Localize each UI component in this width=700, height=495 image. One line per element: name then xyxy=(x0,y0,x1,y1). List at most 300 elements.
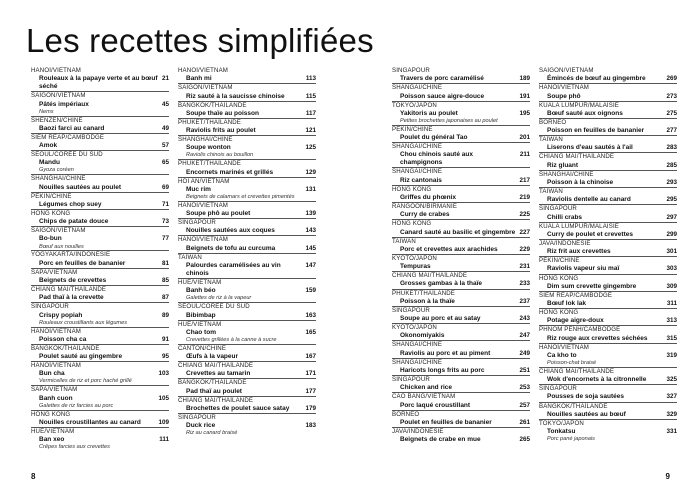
recipe-page-number: 143 xyxy=(305,227,316,235)
recipe-page-number: 131 xyxy=(305,185,316,193)
recipe-entry xyxy=(392,375,530,392)
recipe-name: Poisson sauce aigre-douce xyxy=(400,92,485,100)
recipe-line xyxy=(539,110,677,118)
recipe-name: Raviolis dentelle au canard xyxy=(547,196,631,204)
recipe-page-number: 201 xyxy=(519,134,530,141)
recipe-subtitle: Petites brochettes japonaises au poulet xyxy=(400,117,498,124)
recipe-name: Encornets marinés et grillés xyxy=(186,168,274,176)
recipe-line xyxy=(392,110,530,118)
recipe-location: BANGKOK/THAÏLANDE xyxy=(178,378,316,387)
recipe-entry xyxy=(539,118,677,135)
recipe-name: Pousses de soja sautées xyxy=(547,393,624,401)
recipe-subtitle: Riz au canard braisé xyxy=(186,430,238,437)
recipe-name: Grosses gambas à la thaïe xyxy=(400,280,483,288)
recipe-location: HANOÏ/VIETNAM xyxy=(178,235,316,244)
recipe-location: SHANGHAI/CHINE xyxy=(539,170,677,179)
recipe-entry xyxy=(31,174,169,191)
recipe-name: Duck rice xyxy=(186,422,216,430)
recipe-subtitle: Crevettes grillées à la canne à sucre xyxy=(186,336,277,343)
recipe-entry xyxy=(392,306,530,323)
recipe-entry xyxy=(178,83,316,100)
recipe-entry xyxy=(392,67,530,83)
recipe-location: SAÏGON/VIETNAM xyxy=(31,226,169,235)
recipe-page-number: 177 xyxy=(305,387,316,395)
recipe-page-number: 225 xyxy=(519,211,530,219)
recipe-location: SAÏGON/VIETNAM xyxy=(178,83,316,92)
recipe-line xyxy=(392,151,530,167)
page-number-right: 9 xyxy=(665,472,670,481)
recipe-name: Banh cuon xyxy=(39,394,73,402)
page-title: Les recettes simplifiées xyxy=(26,22,374,59)
recipe-location: HOI AN/VIETNAM xyxy=(178,177,316,186)
recipe-page-number: 233 xyxy=(519,280,530,288)
recipe-location: JAVA/INDONÉSIE xyxy=(539,239,677,248)
recipe-line xyxy=(178,110,316,118)
recipe-entry xyxy=(31,427,169,451)
recipe-location: YOGYAKARTA/INDONÉSIE xyxy=(31,250,169,259)
recipe-line xyxy=(31,218,169,226)
recipe-entry xyxy=(31,268,169,285)
recipe-line xyxy=(31,260,169,268)
recipe-name: Pad thaï au poulet xyxy=(186,387,242,395)
recipe-page-number: 301 xyxy=(666,248,677,256)
recipe-location: CANTON/CHINE xyxy=(178,344,316,353)
recipe-line xyxy=(178,169,316,177)
recipe-location: HONG KONG xyxy=(31,209,169,218)
recipe-name: Chou chinois sauté aux champignons xyxy=(400,151,473,167)
recipe-name: Soupe phô xyxy=(547,92,581,100)
recipe-name: Légumes chop suey xyxy=(39,200,102,208)
recipe-page-number: 249 xyxy=(519,349,530,357)
recipe-name: Ca kho to xyxy=(547,351,577,359)
recipe-page-number: 73 xyxy=(161,218,169,226)
recipe-line xyxy=(31,294,169,302)
recipe-entry xyxy=(539,135,677,152)
recipe-entry xyxy=(392,167,530,184)
recipe-line xyxy=(539,93,677,101)
recipe-location: BORNEO xyxy=(539,118,677,127)
recipe-page-number: 87 xyxy=(161,294,169,302)
recipe-entry xyxy=(31,302,169,326)
recipe-line xyxy=(539,393,677,401)
recipe-entry xyxy=(539,291,677,308)
recipe-entry xyxy=(539,187,677,204)
recipe-name: Potage aigre-doux xyxy=(547,317,604,325)
recipe-entry xyxy=(392,125,530,142)
recipe-entry xyxy=(392,392,530,409)
recipe-subtitle: Rouleaux croustillants aux légumes xyxy=(39,319,127,326)
recipe-line xyxy=(31,125,169,133)
recipe-line xyxy=(31,277,169,285)
recipe-entry xyxy=(539,367,677,384)
recipe-page-number: 117 xyxy=(305,109,316,117)
recipe-name: Haricots longs frits au porc xyxy=(400,366,485,374)
recipe-entry xyxy=(31,344,169,361)
recipe-page-number: 269 xyxy=(666,75,677,83)
recipe-name: Crevettes au tamarin xyxy=(186,370,251,378)
recipe-page-number: 91 xyxy=(161,335,169,343)
recipe-entry xyxy=(31,133,169,150)
recipe-name: Riz sauté à la saucisse chinoise xyxy=(186,92,285,100)
recipe-line xyxy=(178,245,316,253)
recipe-line xyxy=(392,229,530,237)
recipe-entry xyxy=(178,135,316,159)
recipe-entry xyxy=(178,320,316,344)
recipe-subtitle: Beignets de calamars et crevettes pimentés xyxy=(186,193,295,200)
recipe-entry xyxy=(392,410,530,427)
recipe-name: Riz gluant xyxy=(547,161,579,169)
recipe-column-2 xyxy=(178,67,316,437)
recipe-name: Banh béo xyxy=(186,287,216,295)
recipe-entry xyxy=(539,101,677,118)
recipe-location: TAÏWAN xyxy=(178,253,316,262)
recipe-entry xyxy=(539,239,677,256)
recipe-location: HANOÏ/VIETNAM xyxy=(178,67,229,74)
recipe-line xyxy=(392,350,530,358)
recipe-line xyxy=(539,196,677,204)
recipe-name: Beignets de crevettes xyxy=(39,276,107,284)
recipe-line xyxy=(178,93,316,101)
recipe-name: Tonkatsu xyxy=(547,428,576,436)
recipe-page-number: 313 xyxy=(666,317,677,325)
recipe-page-number: 295 xyxy=(666,196,677,204)
recipe-name: Baozi farci au canard xyxy=(39,124,105,132)
recipe-location: SIEM REAP/CAMBODGE xyxy=(539,291,677,300)
recipe-name: Bœuf sauté aux oignons xyxy=(547,109,623,117)
recipe-location: SHANGAI/CHINE xyxy=(392,167,530,176)
recipe-line xyxy=(178,353,316,361)
recipe-line xyxy=(539,283,677,291)
recipe-page-number: 125 xyxy=(305,144,316,152)
recipe-location: HONG KONG xyxy=(539,274,677,283)
recipe-entry xyxy=(178,67,316,83)
recipe-name: Ban xeo xyxy=(39,436,65,444)
recipe-location: HONG KONG xyxy=(539,308,677,317)
recipe-location: BANGKOK/THAÏLANDE xyxy=(539,402,677,411)
recipe-line xyxy=(539,265,677,273)
recipe-name: Riz cantonais xyxy=(400,176,442,184)
recipe-entry xyxy=(539,419,677,443)
recipe-entry xyxy=(178,396,316,413)
recipe-location: KUALA LUMPUR/MALAISIE xyxy=(539,222,677,231)
recipe-location: BANGKOK/THAÏLANDE xyxy=(178,101,316,110)
recipe-entry xyxy=(392,254,530,271)
recipe-location: KYOTO/JAPON xyxy=(392,323,530,332)
recipe-name: Poisson à la thaïe xyxy=(400,297,455,305)
recipe-name: Mandu xyxy=(39,159,60,167)
recipe-line xyxy=(392,367,530,375)
recipe-name: Poisson cha ca xyxy=(39,335,87,343)
recipe-line xyxy=(539,162,677,170)
recipe-page-number: 247 xyxy=(519,332,530,340)
recipe-name: Travers de porc caramélisé xyxy=(400,75,484,83)
recipe-page-number: 77 xyxy=(161,235,169,243)
recipe-line xyxy=(178,329,316,337)
recipe-name: Soupe au porc et au satay xyxy=(400,315,481,323)
recipe-entry xyxy=(392,219,530,236)
recipe-page-number: 95 xyxy=(161,353,169,361)
recipe-line xyxy=(31,436,169,444)
recipe-page-number: 211 xyxy=(519,151,530,159)
recipe-subtitle: Bœuf aux nouilles xyxy=(39,243,84,250)
recipe-name: Soupe thaïe au poisson xyxy=(186,109,259,117)
recipe-page-number: 191 xyxy=(519,92,530,100)
recipe-line xyxy=(31,235,169,243)
recipe-line xyxy=(392,298,530,306)
recipe-line xyxy=(392,332,530,340)
recipe-entry xyxy=(539,308,677,325)
recipe-line xyxy=(539,75,677,83)
recipe-page-number: 217 xyxy=(519,176,530,184)
recipe-line xyxy=(539,317,677,325)
recipe-location: SÉOUL/CORÉE DU SUD xyxy=(31,150,169,159)
recipe-page-number: 275 xyxy=(666,109,677,117)
recipe-name: Curry de poulet et crevettes xyxy=(547,230,633,238)
recipe-page-number: 69 xyxy=(161,183,169,191)
recipe-entry xyxy=(31,116,169,133)
recipe-subtitle: Crêpes farcies aux crevettes xyxy=(39,444,110,451)
recipe-name: Poisson en feuilles de bananier xyxy=(547,127,645,135)
recipe-name: Crispy popiah xyxy=(39,311,83,319)
recipe-name: Brochettes de poulet sauce satay xyxy=(186,404,290,412)
recipe-name: Riz frit aux crevettes xyxy=(547,248,611,256)
recipe-line xyxy=(392,194,530,202)
recipe-entry xyxy=(539,256,677,273)
recipe-location: JAVA/INDONÉSIE xyxy=(392,427,530,436)
recipe-location: SÉOUL/CORÉE DU SUD xyxy=(178,302,316,311)
recipe-location: SINGAPOUR xyxy=(539,204,677,213)
recipe-name: Griffes du phœnix xyxy=(400,193,456,201)
recipe-location: PÉKIN/CHINE xyxy=(31,192,169,201)
recipe-location: HUÉ/VIETNAM xyxy=(178,320,316,329)
recipe-name: Porc et crevettes aux arachides xyxy=(400,245,498,253)
recipe-location: TAÏWAN xyxy=(539,187,677,196)
recipe-name: Muc rim xyxy=(186,185,211,193)
recipe-location: SINGAPOUR xyxy=(392,306,530,315)
recipe-line xyxy=(178,388,316,396)
recipe-entry xyxy=(178,101,316,118)
recipe-name: Yakitoris au poulet xyxy=(400,109,458,117)
recipe-subtitle: Galettes de riz farcies au porc xyxy=(39,402,114,409)
recipe-line xyxy=(178,127,316,135)
recipe-name: Curry de crabes xyxy=(400,211,450,219)
recipe-entry xyxy=(392,142,530,167)
recipe-location: SAPA/VIETNAM xyxy=(31,385,169,394)
recipe-page-number: 57 xyxy=(161,142,169,150)
recipe-entry xyxy=(178,278,316,302)
recipe-page-number: 257 xyxy=(519,401,530,409)
recipe-entry xyxy=(539,274,677,291)
recipe-entry xyxy=(539,402,677,419)
recipe-location: HANOÏ/VIETNAM xyxy=(178,201,316,210)
recipe-page-number: 237 xyxy=(519,297,530,305)
recipe-location: SHANGAI/CHINE xyxy=(392,340,530,349)
recipe-line xyxy=(539,411,677,419)
recipe-entry xyxy=(539,152,677,169)
recipe-entry xyxy=(392,101,530,125)
recipe-location: CHIANG MAI/THAÏLANDE xyxy=(31,285,169,294)
recipe-name: Raviolis frits au poulet xyxy=(186,127,256,135)
recipe-subtitle: Raviolis chinois au bouillon xyxy=(186,152,254,159)
recipe-line xyxy=(178,370,316,378)
recipe-location: HONG KONG xyxy=(392,219,530,228)
recipe-name: Bun cha xyxy=(39,370,65,378)
recipe-entry xyxy=(539,83,677,100)
recipe-column-3 xyxy=(392,67,530,444)
recipe-name: Nouilles croustillantes au canard xyxy=(39,418,141,426)
recipe-page-number: 147 xyxy=(305,261,316,269)
recipe-name: Nouilles sautées aux coques xyxy=(186,227,275,235)
recipe-entry xyxy=(178,378,316,395)
recipe-entry xyxy=(392,358,530,375)
recipe-location: HUÉ/VIETNAM xyxy=(178,278,316,287)
recipe-page-number: 273 xyxy=(666,92,677,100)
page-number-left: 8 xyxy=(31,472,36,481)
recipe-entry xyxy=(31,285,169,302)
recipe-name: Rouleaux à la papaye verte et au bœuf séché xyxy=(39,75,158,91)
recipe-location: SINGAPOUR xyxy=(178,218,316,227)
recipe-name: Beignets de tofu au curcuma xyxy=(186,244,276,252)
recipe-line xyxy=(392,211,530,219)
recipe-line xyxy=(178,75,316,83)
recipe-location: HUÉ/VIETNAM xyxy=(31,427,169,436)
recipe-page-number: 85 xyxy=(161,276,169,284)
recipe-location: SINGAPOUR xyxy=(178,413,316,422)
recipe-location: HANOÏ/VIETNAM xyxy=(539,343,677,352)
recipe-line xyxy=(178,186,316,194)
recipe-line xyxy=(178,227,316,235)
recipe-name: Bœuf lok lak xyxy=(547,300,587,308)
recipe-line xyxy=(178,422,316,430)
recipe-entry xyxy=(178,253,316,278)
recipe-line xyxy=(392,402,530,410)
recipe-location: HANOÏ/VIETNAM xyxy=(31,67,82,74)
recipe-line xyxy=(539,376,677,384)
recipe-name: Tempuras xyxy=(400,263,431,271)
recipe-location: CHIANG MAI/THAÏLANDE xyxy=(539,367,677,376)
recipe-line xyxy=(178,312,316,320)
recipe-entry xyxy=(392,83,530,100)
recipe-page-number: 81 xyxy=(161,259,169,267)
recipe-location: HANOÏ/VIETNAM xyxy=(31,327,169,336)
recipe-line xyxy=(539,335,677,343)
recipe-location: TAÏWAN xyxy=(392,237,530,246)
recipe-column-1 xyxy=(31,67,169,451)
recipe-subtitle: Gyoza coréen xyxy=(39,167,74,174)
recipe-entry xyxy=(31,361,169,385)
recipe-page-number: 331 xyxy=(666,428,677,436)
recipe-page-number: 327 xyxy=(666,393,677,401)
recipe-page-number: 21 xyxy=(161,75,169,83)
recipe-line xyxy=(178,405,316,413)
recipe-line xyxy=(539,300,677,308)
recipe-location: HONG KONG xyxy=(392,185,530,194)
recipe-line xyxy=(392,93,530,101)
recipe-name: Chilli crabs xyxy=(547,213,583,221)
recipe-subtitle: Nems xyxy=(39,108,54,115)
recipe-page-number: 297 xyxy=(666,213,677,221)
recipe-entry xyxy=(31,226,169,250)
recipe-line xyxy=(392,419,530,427)
recipe-line xyxy=(539,428,677,436)
recipe-location: CHIANG MAI/THAÏLANDE xyxy=(178,396,316,405)
recipe-page-number: 45 xyxy=(161,100,169,108)
recipe-line xyxy=(392,75,530,83)
recipe-subtitle: Porc pané japonais xyxy=(547,436,595,443)
recipe-page-number: 139 xyxy=(305,210,316,218)
recipe-name: Liserons d'eau sautés à l'ail xyxy=(547,144,633,152)
recipe-page-number: 171 xyxy=(305,370,316,378)
recipe-line xyxy=(539,127,677,135)
recipe-column-4 xyxy=(539,67,677,443)
recipe-name: Raviolis au porc et au piment xyxy=(400,349,491,357)
recipe-entry xyxy=(178,177,316,201)
recipe-entry xyxy=(539,204,677,221)
recipe-page-number: 167 xyxy=(305,353,316,361)
recipe-line xyxy=(539,144,677,152)
recipe-line xyxy=(178,287,316,295)
recipe-entry xyxy=(392,289,530,306)
recipe-line xyxy=(392,263,530,271)
recipe-name: Chicken and rice xyxy=(400,384,453,392)
recipe-name: Dim sum crevette gingembre xyxy=(547,282,637,290)
recipe-page-number: 89 xyxy=(161,311,169,319)
recipe-page-number: 165 xyxy=(305,328,316,336)
recipe-page-number: 129 xyxy=(305,168,316,176)
recipe-name: Porc laqué croustillant xyxy=(400,401,471,409)
recipe-page-number: 325 xyxy=(666,376,677,384)
recipe-subtitle: Galettes de riz à la vapeur xyxy=(186,295,252,302)
recipe-location: TOKYO/JAPON xyxy=(539,419,677,428)
recipe-line xyxy=(31,370,169,378)
recipe-entry xyxy=(539,384,677,401)
recipe-name: Émincés de bœuf au gingembre xyxy=(547,75,646,83)
recipe-entry xyxy=(539,343,677,367)
recipe-line xyxy=(392,315,530,323)
recipe-name: Poulet en feuilles de bananier xyxy=(400,418,492,426)
recipe-name: Bibimbap xyxy=(186,311,216,319)
recipe-location: KUALA LUMPUR/MALAISIE xyxy=(539,101,677,110)
recipe-name: Pâtés impériaux xyxy=(39,100,89,108)
recipe-line xyxy=(539,248,677,256)
recipe-line xyxy=(539,231,677,239)
recipe-location: HONG KONG xyxy=(31,410,169,419)
recipe-entry xyxy=(539,67,677,83)
recipe-entry xyxy=(178,159,316,176)
recipe-name: Pad thaï à la crevette xyxy=(39,294,104,302)
recipe-location: SAPA/VIETNAM xyxy=(31,268,169,277)
recipe-page-number: 303 xyxy=(666,265,677,273)
recipe-entry xyxy=(31,385,169,409)
recipe-name: Banh mi xyxy=(186,75,212,83)
recipe-page-number: 103 xyxy=(158,370,169,378)
recipe-page-number: 159 xyxy=(305,287,316,295)
recipe-name: Poisson à la chinoise xyxy=(547,178,614,186)
recipe-entry xyxy=(31,410,169,427)
recipe-page-number: 115 xyxy=(305,92,316,100)
recipe-name: Bo-bun xyxy=(39,235,62,243)
recipe-entry xyxy=(392,237,530,254)
recipe-page-number: 229 xyxy=(519,245,530,253)
recipe-page-number: 111 xyxy=(159,436,169,444)
recipe-location: SINGAPOUR xyxy=(392,67,430,74)
recipe-location: PHUKET/THAÏLANDE xyxy=(178,159,316,168)
recipe-entry xyxy=(31,91,169,115)
recipe-location: SINGAPOUR xyxy=(392,375,530,384)
recipe-location: CAO BANG/VIETNAM xyxy=(392,392,530,401)
recipe-entry xyxy=(178,302,316,319)
recipe-page-number: 293 xyxy=(666,178,677,186)
